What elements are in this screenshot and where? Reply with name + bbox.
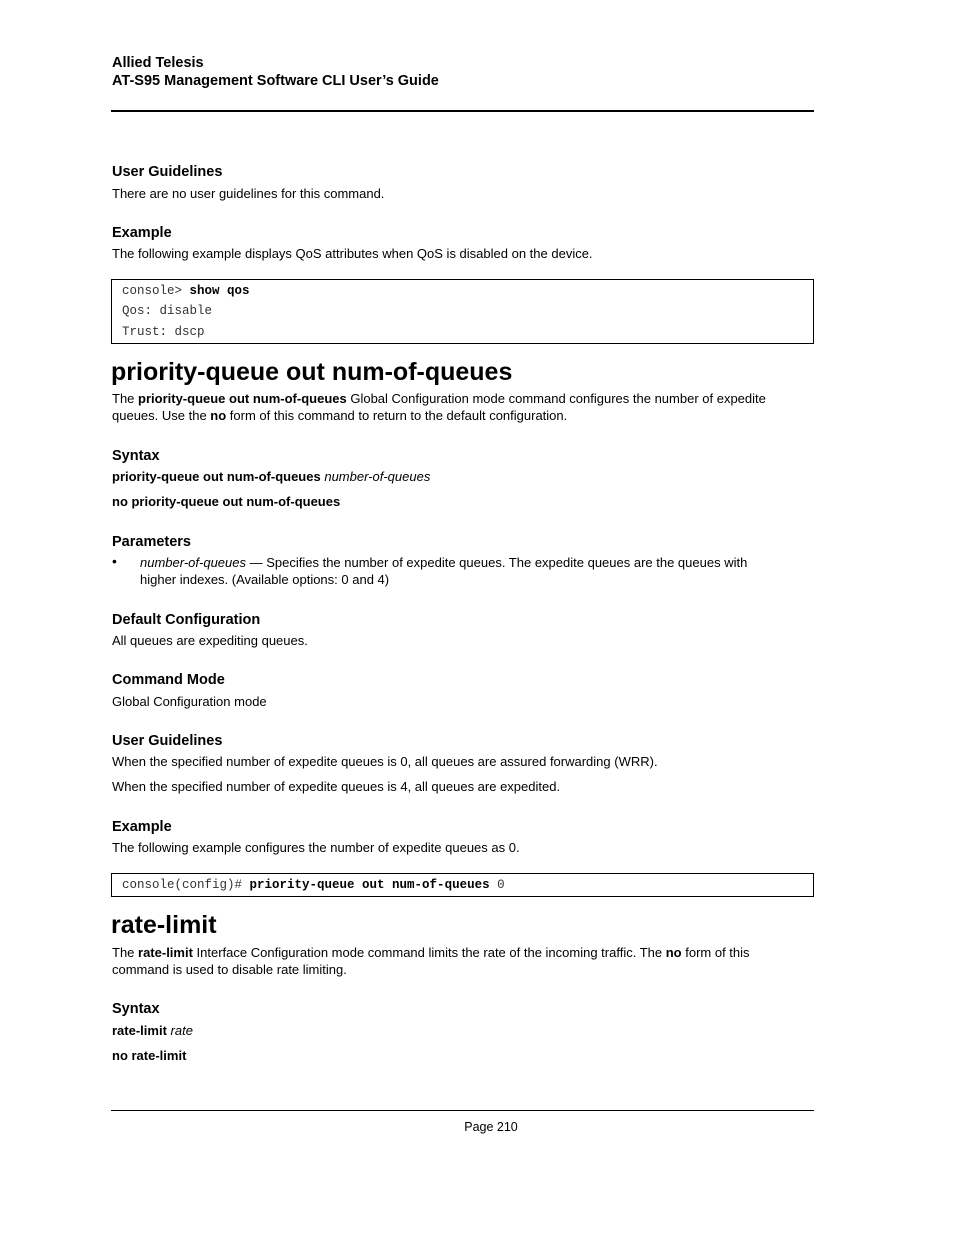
- pq-intro-post: Global Configuration mode command configures the number of expedite: [346, 391, 766, 406]
- code-command: priority-queue out num-of-queues: [249, 878, 490, 892]
- user-guidelines-text: There are no user guidelines for this command.: [112, 186, 385, 201]
- pq-syntax-heading: Syntax: [112, 448, 160, 464]
- page-number: Page 210: [464, 1120, 518, 1134]
- code-line-2: Qos: disable: [122, 304, 213, 318]
- code-line-1: [122, 283, 250, 299]
- pq-default-text: All queues are expediting queues.: [112, 633, 308, 648]
- rl-syntax-heading: Syntax: [112, 1001, 160, 1017]
- pq-guideline-2: When the specified number of expedite queues is 4, all queues are expedited.: [112, 779, 561, 794]
- header-divider: [111, 110, 814, 112]
- pq-intro-line2-pre: queues. Use the: [112, 408, 211, 423]
- pq-intro-line2-post: form of this command to return to the default configuration.: [226, 408, 568, 423]
- code-prompt: console(config)#: [122, 878, 250, 892]
- rl-intro-cmd: rate-limit: [138, 945, 193, 960]
- code-arg: 0: [489, 878, 505, 892]
- example-heading: Example: [112, 225, 172, 241]
- guide-title: AT-S95 Management Software CLI User’s Guide: [112, 73, 439, 89]
- pq-intro-no: no: [210, 408, 227, 423]
- rl-syntax-line1: [112, 1022, 814, 1039]
- pq-param-desc1: — Specifies the number of expedite queues. The expedite queues are the queues with: [246, 555, 748, 570]
- rl-syntax-line2: no rate-limit: [112, 1048, 187, 1063]
- user-guidelines-heading: User Guidelines: [112, 164, 223, 180]
- pq-intro-line2: [112, 407, 814, 424]
- pq-mode-heading: Command Mode: [112, 672, 225, 688]
- pq-guidelines-heading: User Guidelines: [112, 733, 223, 749]
- pq-intro-line1: [112, 390, 814, 407]
- rl-section-title: rate-limit: [111, 911, 217, 939]
- code-line-3: Trust: dscp: [122, 325, 205, 339]
- rl-intro-pre: The: [112, 945, 139, 960]
- pq-example-text: The following example configures the number of expedite queues as 0.: [112, 840, 520, 855]
- pq-parameters-heading: Parameters: [112, 534, 191, 550]
- rl-intro-line1: [112, 944, 814, 961]
- pq-intro-cmd: priority-queue out num-of-queues: [138, 391, 347, 406]
- rl-syntax-cmd: rate-limit: [112, 1023, 167, 1038]
- code-example-show-qos: [111, 279, 814, 344]
- pq-example-heading: Example: [112, 819, 172, 835]
- rl-intro-mid: Interface Configuration mode command limits the rate of the incoming traffic. The: [192, 945, 666, 960]
- pq-syntax-line2: no priority-queue out num-of-queues: [112, 494, 341, 509]
- pq-param-line2: higher indexes. (Available options: 0 and 4): [140, 572, 390, 587]
- code-line-1: [122, 877, 505, 893]
- code-prompt: console>: [122, 284, 190, 298]
- pq-syntax-param: number-of-queues: [324, 469, 431, 484]
- example-text: The following example displays QoS attributes when QoS is disabled on the device.: [112, 246, 593, 261]
- pq-mode-text: Global Configuration mode: [112, 694, 267, 709]
- pq-syntax-cmd: priority-queue out num-of-queues: [112, 469, 321, 484]
- pq-guideline-1: When the specified number of expedite queues is 0, all queues are assured forwarding (WRR).: [112, 754, 658, 769]
- rl-intro-line2: command is used to disable rate limiting.: [112, 962, 347, 977]
- pq-param-name: number-of-queues: [140, 555, 246, 570]
- rl-intro-post: form of this: [681, 945, 750, 960]
- rl-intro-no: no: [665, 945, 682, 960]
- pq-param-bullet: •: [112, 553, 117, 569]
- pq-default-heading: Default Configuration: [112, 612, 261, 628]
- code-command: show qos: [189, 284, 250, 298]
- company-name: Allied Telesis: [112, 55, 204, 71]
- rl-syntax-param: rate: [170, 1023, 193, 1038]
- code-example-priority-queue: [111, 873, 814, 897]
- pq-section-title: priority-queue out num-of-queues: [111, 358, 513, 386]
- pq-param-line1: [140, 554, 814, 571]
- pq-intro-pre: The: [112, 391, 139, 406]
- pq-syntax-line1: [112, 468, 814, 485]
- footer-divider: [111, 1110, 814, 1111]
